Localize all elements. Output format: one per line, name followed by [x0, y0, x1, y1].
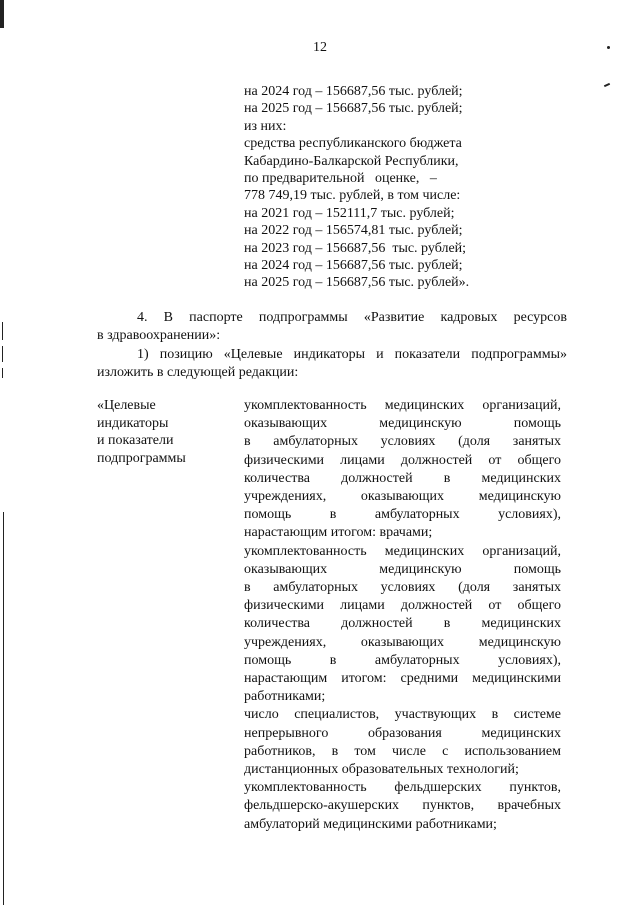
indicator-line: фельдшерско-акушерских пунктов, врачебных	[244, 798, 561, 814]
funding-line: на 2021 год – 152111,7 тыс. рублей;	[244, 205, 455, 221]
indicator-item	[244, 779, 561, 834]
indicator-line: нарастающим итогом: врачами;	[244, 525, 433, 541]
funding-line: 778 749,19 тыс. рублей, в том числе:	[244, 188, 461, 204]
page-number: 12	[313, 40, 327, 55]
indicator-line: в амбулаторных условиях (доля занятых	[244, 580, 561, 596]
funding-block	[244, 83, 534, 292]
indicator-line: помощь в амбулаторных условиях),	[244, 652, 561, 668]
scan-mark-left-2	[2, 346, 3, 362]
item1-paragraph	[97, 346, 567, 381]
scan-mark-left-3	[2, 368, 3, 378]
funding-line: средства республиканского бюджета	[244, 136, 462, 152]
funding-line: на 2024 год – 156687,56 тыс. рублей;	[244, 84, 463, 99]
indicator-line: непрерывного образования медицинских	[244, 725, 561, 741]
funding-line: на 2022 год – 156574,81 тыс. рублей;	[244, 223, 463, 239]
funding-line: на 2025 год – 156687,56 тыс. рублей».	[244, 275, 470, 291]
funding-line: из них:	[244, 118, 287, 134]
indicator-line: оказывающих медицинскую помощь	[244, 416, 561, 432]
indicator-line: учреждениях, оказывающих медицинскую	[244, 489, 561, 505]
indicator-line: в амбулаторных условиях (доля занятых	[244, 434, 561, 450]
table-label-line: «Целевые	[97, 398, 156, 413]
indicator-line: оказывающих медицинскую помощь	[244, 561, 561, 577]
indicator-line: число специалистов, участвующих в системе	[244, 707, 561, 723]
funding-line: Кабардино-Балкарской Республики,	[244, 153, 459, 169]
table-label-line: индикаторы	[97, 415, 169, 431]
indicator-line: количества должностей в медицинских	[244, 470, 561, 486]
indicator-line: дистанционных образовательных технологий;	[244, 762, 519, 778]
item4-line2: в здравоохранении»:	[97, 327, 221, 343]
item4-paragraph	[97, 309, 567, 344]
indicator-line: физическими лицами должностей от общего	[244, 452, 561, 468]
indicator-line: работниками;	[244, 689, 326, 705]
scan-mark-left-1	[2, 322, 3, 340]
indicator-line: учреждениях, оказывающих медицинскую	[244, 634, 561, 650]
indicator-line: нарастающим итогом: средними медицинскими	[244, 671, 561, 687]
indicator-line: укомплектованность медицинских организаций,	[244, 398, 561, 413]
indicator-item	[244, 397, 561, 543]
scan-mark-right-tick	[604, 83, 610, 87]
table-label-line: подпрограммы	[97, 450, 186, 466]
item1-line1: 1) позицию «Целевые индикаторы и показатели подпрограммы»	[137, 347, 567, 362]
table-label-line: и показатели	[97, 433, 174, 448]
indicator-line: работников, в том числе с использованием	[244, 743, 561, 759]
funding-line: на 2025 год – 156687,56 тыс. рублей;	[244, 101, 463, 117]
funding-line: на 2024 год – 156687,56 тыс. рублей;	[244, 258, 463, 274]
indicators-list	[244, 397, 561, 834]
indicator-line: укомплектованность медицинских организаций,	[244, 543, 561, 559]
indicator-line: амбулаторий медицинскими работниками;	[244, 816, 497, 832]
funding-line: на 2023 год – 156687,56 тыс. рублей;	[244, 240, 467, 256]
item4-line1: 4. В паспорте подпрограммы «Развитие кадровых ресурсов	[137, 310, 567, 325]
scan-mark-top-left	[0, 0, 4, 28]
indicator-item	[244, 706, 561, 779]
indicator-line: количества должностей в медицинских	[244, 616, 561, 632]
funding-line: по предварительной оценке, –	[244, 171, 437, 187]
indicator-line: укомплектованность фельдшерских пунктов,	[244, 780, 561, 796]
table-label	[97, 397, 237, 467]
indicator-item	[244, 543, 561, 707]
indicator-line: помощь в амбулаторных условиях),	[244, 507, 561, 523]
item1-line2: изложить в следующей редакции:	[97, 364, 299, 380]
indicator-line: физическими лицами должностей от общего	[244, 598, 561, 614]
scan-mark-left-long	[3, 512, 4, 905]
